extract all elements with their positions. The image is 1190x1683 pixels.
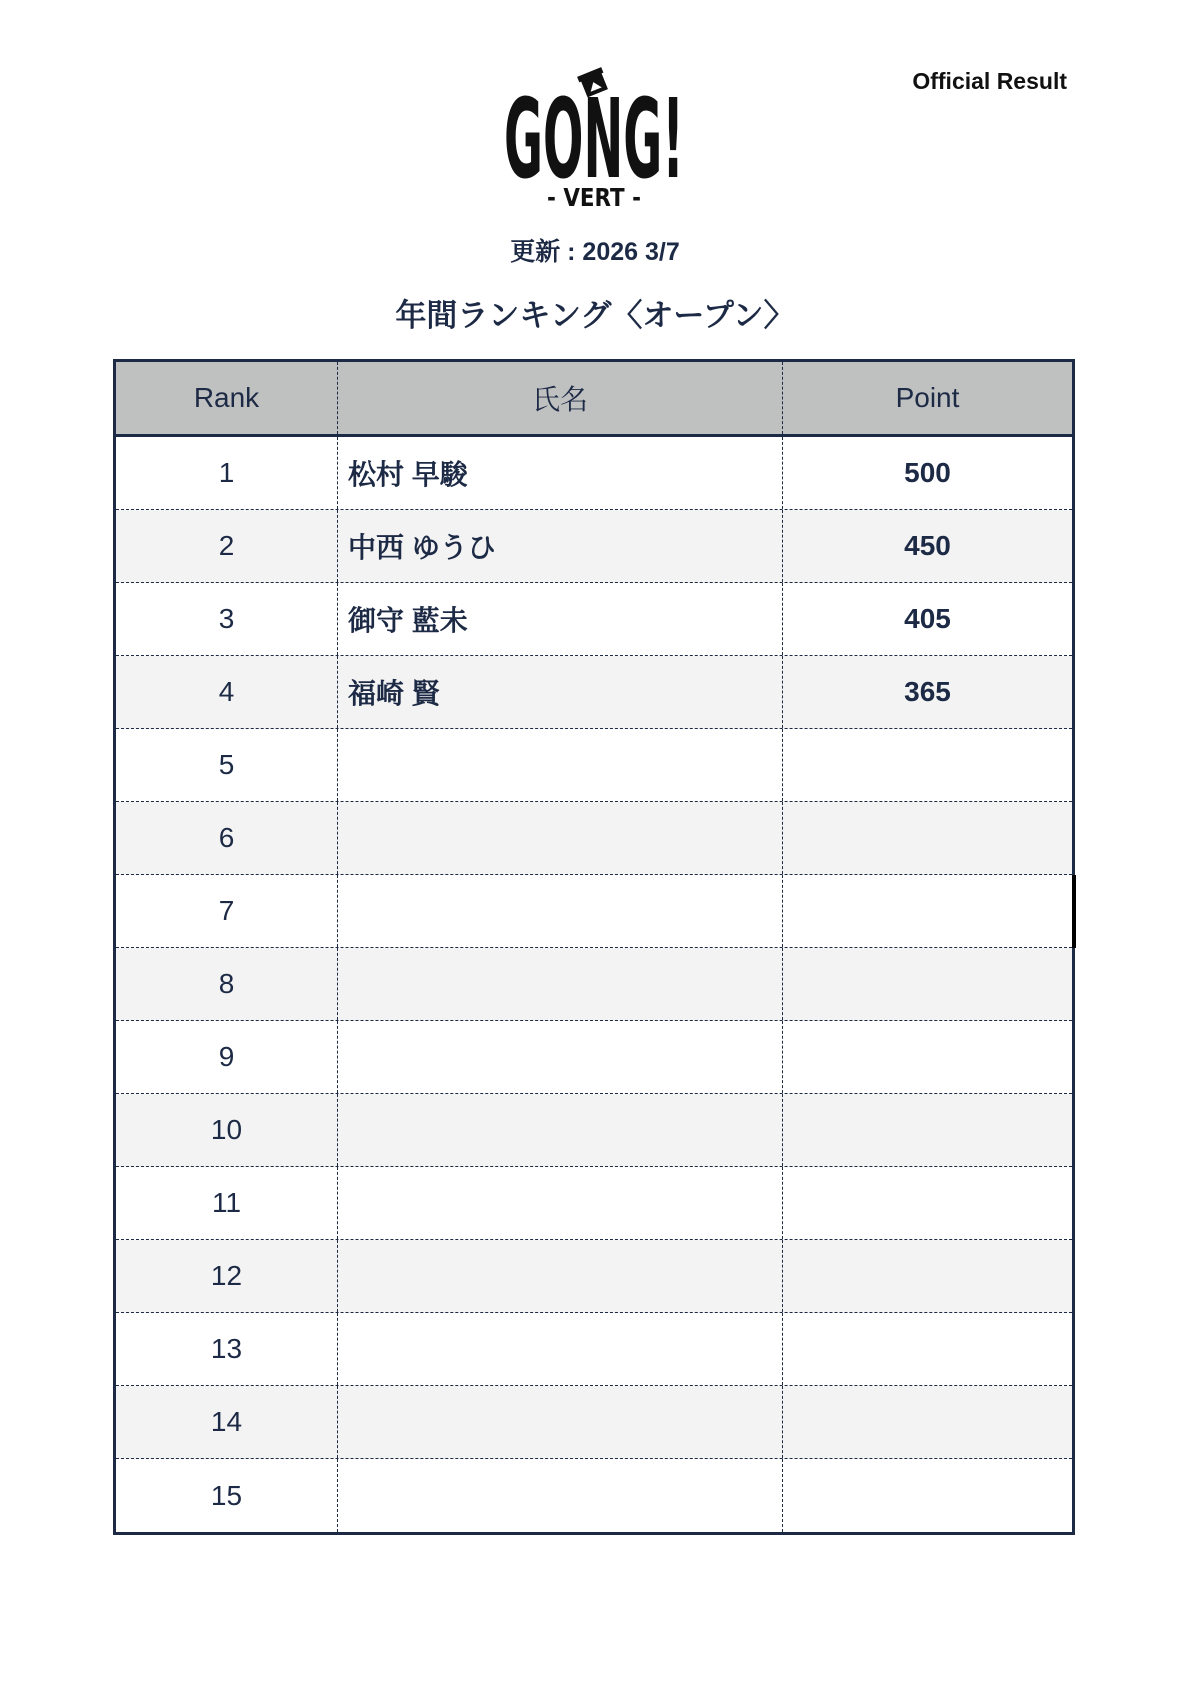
name-cell bbox=[338, 729, 783, 801]
name-cell bbox=[338, 802, 783, 874]
rank-cell: 14 bbox=[116, 1386, 338, 1458]
table-row bbox=[116, 656, 1072, 729]
rank-cell: 11 bbox=[116, 1167, 338, 1239]
table-row bbox=[116, 1459, 1072, 1532]
name-cell: 松村 早駿 bbox=[338, 437, 783, 509]
point-cell bbox=[783, 729, 1072, 801]
rank-cell: 1 bbox=[116, 437, 338, 509]
column-header-rank: Rank bbox=[116, 362, 338, 434]
rank-cell: 8 bbox=[116, 948, 338, 1020]
point-cell bbox=[783, 1240, 1072, 1312]
point-cell bbox=[783, 1313, 1072, 1385]
name-cell: 福崎 賢 bbox=[338, 656, 783, 728]
rank-cell: 2 bbox=[116, 510, 338, 582]
table-row bbox=[116, 948, 1072, 1021]
table-row bbox=[116, 1021, 1072, 1094]
name-cell bbox=[338, 1313, 783, 1385]
updated-date: 更新 : 2026 3/7 bbox=[510, 238, 680, 266]
name-cell bbox=[338, 1021, 783, 1093]
official-result-label: Official Result bbox=[912, 68, 1067, 94]
point-cell bbox=[783, 1386, 1072, 1458]
point-cell bbox=[783, 1021, 1072, 1093]
name-cell bbox=[338, 1240, 783, 1312]
name-cell: 御守 藍未 bbox=[338, 583, 783, 655]
table-row bbox=[116, 1386, 1072, 1459]
point-cell bbox=[783, 1094, 1072, 1166]
rank-cell: 15 bbox=[116, 1459, 338, 1532]
point-cell: 405 bbox=[904, 603, 951, 634]
rank-cell: 12 bbox=[116, 1240, 338, 1312]
rank-cell: 10 bbox=[116, 1094, 338, 1166]
rank-cell: 3 bbox=[116, 583, 338, 655]
name-cell bbox=[338, 1094, 783, 1166]
column-header-name: 氏名 bbox=[338, 362, 783, 434]
name-cell bbox=[338, 948, 783, 1020]
ranking-table bbox=[113, 359, 1075, 1535]
table-row bbox=[116, 875, 1072, 948]
table-header-row bbox=[116, 362, 1072, 437]
table-row bbox=[116, 1094, 1072, 1167]
table-row bbox=[116, 437, 1072, 510]
point-cell: 450 bbox=[904, 530, 951, 561]
table-border-mark bbox=[1072, 875, 1076, 948]
rank-cell: 7 bbox=[116, 875, 338, 947]
logo-subtitle: - VERT - bbox=[547, 183, 641, 212]
rank-cell: 4 bbox=[116, 656, 338, 728]
point-cell bbox=[783, 1459, 1072, 1532]
name-cell bbox=[338, 1459, 783, 1532]
name-cell bbox=[338, 1167, 783, 1239]
table-row bbox=[116, 1313, 1072, 1386]
rank-cell: 13 bbox=[116, 1313, 338, 1385]
rank-cell: 6 bbox=[116, 802, 338, 874]
name-cell bbox=[338, 875, 783, 947]
table-row bbox=[116, 729, 1072, 802]
table-row bbox=[116, 1167, 1072, 1240]
name-cell bbox=[338, 1386, 783, 1458]
page-title: 年間ランキング〈オープン〉 bbox=[395, 298, 795, 333]
ranking-rows bbox=[116, 437, 1072, 1532]
point-cell: 500 bbox=[904, 457, 951, 488]
gong-logo bbox=[480, 60, 710, 220]
rank-cell: 5 bbox=[116, 729, 338, 801]
point-cell bbox=[783, 875, 1072, 947]
column-header-point: Point bbox=[895, 382, 960, 413]
point-cell: 365 bbox=[904, 676, 951, 707]
table-row bbox=[116, 510, 1072, 583]
rank-cell: 9 bbox=[116, 1021, 338, 1093]
logo-wordmark: GONG! bbox=[504, 75, 684, 203]
point-cell bbox=[783, 948, 1072, 1020]
table-row bbox=[116, 1240, 1072, 1313]
point-cell bbox=[783, 802, 1072, 874]
table-row bbox=[116, 802, 1072, 875]
name-cell: 中西 ゆうひ bbox=[338, 510, 783, 582]
table-row bbox=[116, 583, 1072, 656]
point-cell bbox=[783, 1167, 1072, 1239]
